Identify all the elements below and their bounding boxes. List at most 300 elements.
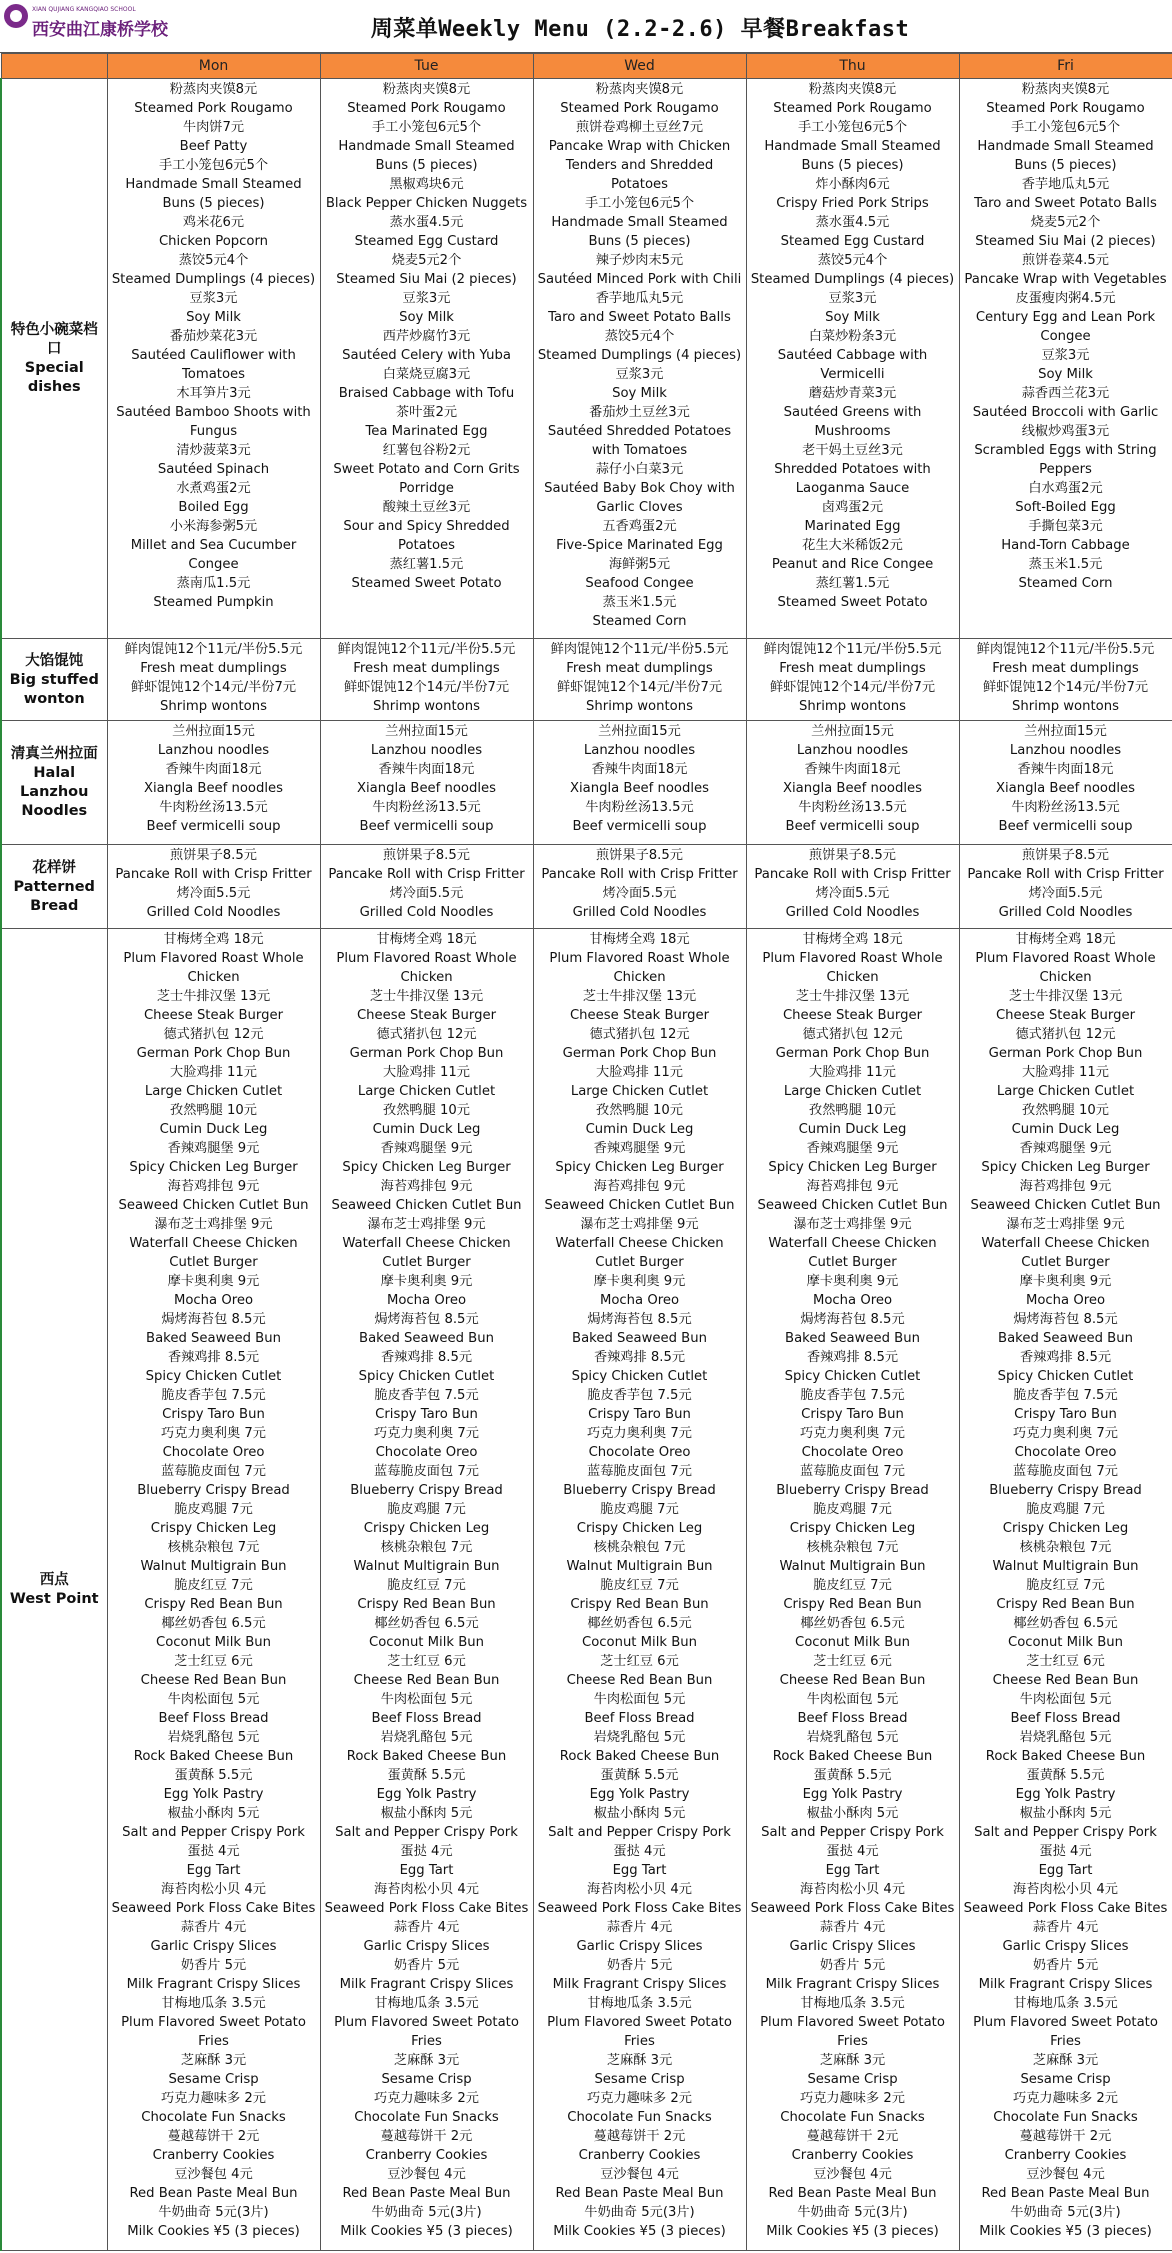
- menu-item-line: 孜然鸭腿 10元: [383, 1103, 470, 1118]
- menu-item-line: Handmade Small Steamed Buns (5 pieces): [551, 215, 728, 249]
- menu-item-line: 牛肉粉丝汤13.5元: [372, 800, 481, 815]
- menu-item-line: 辣子炒肉末5元: [595, 253, 684, 268]
- menu-item-line: 香辣牛肉面18元: [1017, 762, 1114, 777]
- menu-item-line: 蛋挞 4元: [826, 1844, 879, 1859]
- menu-item-line: Milk Cookies ¥5 (3 pieces): [127, 2224, 300, 2239]
- menu-item-line: 德式猪扒包 12元: [376, 1027, 477, 1042]
- menu-item-line: Spicy Chicken Leg Burger: [555, 1160, 724, 1175]
- menu-item-line: 烤冷面5.5元: [1028, 886, 1103, 901]
- menu-item-line: 芝麻酥 3元: [393, 2053, 460, 2068]
- menu-item-line: Garlic Crispy Slices: [363, 1939, 490, 1954]
- menu-item-line: Garlic Crispy Slices: [789, 1939, 916, 1954]
- menu-item-line: 岩烧乳酪包 5元: [593, 1730, 686, 1745]
- menu-item-line: Handmade Small Steamed Buns (5 pieces): [338, 139, 515, 173]
- menu-item-line: 牛奶曲奇 5元(3片): [158, 2205, 269, 2220]
- menu-item-line: 芝士红豆 6元: [387, 1654, 466, 1669]
- menu-item-line: Mocha Oreo: [1025, 1293, 1106, 1308]
- menu-item-line: Egg Yolk Pastry: [163, 1787, 264, 1802]
- menu-item-line: 脆皮鸡腿 7元: [174, 1502, 253, 1517]
- menu-item-line: Rock Baked Cheese Bun: [985, 1749, 1146, 1764]
- menu-item-line: 蒜香西兰花3元: [1021, 386, 1110, 401]
- corner-cell: [1, 54, 107, 79]
- menu-item-line: 豆沙餐包 4元: [813, 2167, 892, 2182]
- menu-item-line: 岩烧乳酪包 5元: [167, 1730, 260, 1745]
- menu-item-line: 椒盐小酥肉 5元: [167, 1806, 260, 1821]
- menu-item-line: 兰州拉面15元: [385, 724, 468, 739]
- menu-item-line: Black Pepper Chicken Nuggets: [325, 196, 528, 211]
- menu-cell-tue: [320, 929, 533, 2251]
- menu-cell-wed: [533, 639, 746, 721]
- menu-item-line: Beef vermicelli soup: [146, 819, 281, 834]
- menu-item-line: Beef Patty: [179, 139, 248, 154]
- menu-item-line: Egg Tart: [186, 1863, 241, 1878]
- menu-item-line: 香辣鸡排 8.5元: [167, 1350, 260, 1365]
- menu-item-line: Crispy Chicken Leg: [1002, 1521, 1129, 1536]
- menu-item-line: 白菜烧豆腐3元: [382, 367, 471, 382]
- menu-item-line: 大脸鸡排 11元: [596, 1065, 683, 1080]
- category-label-line: 特色小碗菜档口: [10, 322, 98, 357]
- menu-item-line: Spicy Chicken Leg Burger: [129, 1160, 298, 1175]
- menu-item-line: 白菜炒粉条3元: [808, 329, 897, 344]
- menu-item-line: Garlic Crispy Slices: [1002, 1939, 1129, 1954]
- menu-item-line: Waterfall Cheese Chicken Cutlet Burger: [129, 1236, 298, 1270]
- menu-item-line: Mocha Oreo: [599, 1293, 680, 1308]
- menu-item-line: Sesame Crisp: [168, 2072, 259, 2087]
- menu-item-line: Spicy Chicken Cutlet: [358, 1369, 495, 1384]
- menu-item-line: 蒸水蛋4.5元: [815, 215, 890, 230]
- menu-item-line: Grilled Cold Noodles: [998, 905, 1133, 920]
- menu-item-line: 小米海参粥5元: [169, 519, 258, 534]
- menu-item-line: 核桃杂粮包 7元: [806, 1540, 899, 1555]
- menu-item-line: Sesame Crisp: [1020, 2072, 1111, 2087]
- menu-item-line: 蛋挞 4元: [613, 1844, 666, 1859]
- menu-item-line: 焗烤海苔包 8.5元: [587, 1312, 692, 1327]
- menu-item-line: Seaweed Pork Floss Cake Bites: [324, 1901, 529, 1916]
- menu-item-line: 香辣牛肉面18元: [165, 762, 262, 777]
- menu-item-line: 焗烤海苔包 8.5元: [161, 1312, 266, 1327]
- menu-item-line: 瀑布芝士鸡排堡 9元: [580, 1217, 699, 1232]
- menu-item-line: 核桃杂粮包 7元: [380, 1540, 473, 1555]
- menu-item-line: Blueberry Crispy Bread: [137, 1483, 290, 1498]
- menu-item-line: 烤冷面5.5元: [602, 886, 677, 901]
- menu-item-line: 粉蒸肉夹馍8元: [169, 82, 258, 97]
- menu-item-line: Sautéed Cabbage with Vermicelli: [777, 348, 928, 382]
- menu-item-line: Crispy Taro Bun: [588, 1407, 691, 1422]
- menu-item-line: 脆皮鸡腿 7元: [387, 1502, 466, 1517]
- menu-item-line: Fresh meat dumplings: [779, 661, 926, 676]
- menu-item-line: 蒸南瓜1.5元: [176, 576, 251, 591]
- menu-item-line: 手撕包菜3元: [1028, 519, 1103, 534]
- menu-item-line: Beef Floss Bread: [371, 1711, 482, 1726]
- menu-item-line: Plum Flavored Roast Whole Chicken: [975, 951, 1156, 985]
- menu-item-line: Beef vermicelli soup: [998, 819, 1133, 834]
- category-label: [1, 639, 107, 721]
- menu-item-line: Crispy Taro Bun: [801, 1407, 904, 1422]
- menu-item-line: Salt and Pepper Crispy Pork: [974, 1825, 1157, 1840]
- menu-item-line: 粉蒸肉夹馍8元: [808, 82, 897, 97]
- menu-item-line: Shrimp wontons: [586, 699, 693, 714]
- menu-item-line: Steamed Egg Custard: [780, 234, 925, 249]
- menu-item-line: 椰丝奶香包 6.5元: [374, 1616, 479, 1631]
- menu-item-line: 摩卡奥利奥 9元: [593, 1274, 686, 1289]
- menu-item-line: 茶叶蛋2元: [395, 405, 458, 420]
- menu-item-line: 蒸红薯1.5元: [389, 557, 464, 572]
- menu-item-line: 酸辣土豆丝3元: [382, 500, 471, 515]
- menu-item-line: 甘梅烤全鸡 18元: [1015, 932, 1116, 947]
- menu-cell-fri: [959, 79, 1172, 639]
- menu-item-line: 奶香片 5元: [180, 1958, 247, 1973]
- school-emblem-icon: [4, 4, 28, 28]
- menu-item-line: Chocolate Oreo: [801, 1445, 904, 1460]
- menu-item-line: Cheese Red Bean Bun: [779, 1673, 926, 1688]
- menu-item-line: Hand-Torn Cabbage: [1001, 538, 1130, 553]
- menu-item-line: Seaweed Chicken Cutlet Bun: [331, 1198, 522, 1213]
- menu-item-line: 香辣鸡腿堡 9元: [1019, 1141, 1112, 1156]
- menu-item-line: Shrimp wontons: [160, 699, 267, 714]
- menu-item-line: Large Chicken Cutlet: [357, 1084, 496, 1099]
- menu-item-line: Rock Baked Cheese Bun: [772, 1749, 933, 1764]
- menu-item-line: 香辣鸡腿堡 9元: [380, 1141, 473, 1156]
- menu-item-line: Cheese Steak Burger: [782, 1008, 923, 1023]
- menu-item-line: Handmade Small Steamed Buns (5 pieces): [764, 139, 941, 173]
- menu-item-line: 牛肉粉丝汤13.5元: [585, 800, 694, 815]
- menu-item-line: Seafood Congee: [585, 576, 694, 591]
- menu-item-line: Cheese Steak Burger: [995, 1008, 1136, 1023]
- menu-item-line: Beef Floss Bread: [584, 1711, 695, 1726]
- menu-item-line: 清炒菠菜3元: [176, 443, 251, 458]
- menu-item-line: 巧克力趣味多 2元: [374, 2091, 479, 2106]
- menu-item-line: Milk Cookies ¥5 (3 pieces): [553, 2224, 726, 2239]
- menu-item-line: Cheese Red Bean Bun: [353, 1673, 500, 1688]
- menu-item-line: 椰丝奶香包 6.5元: [587, 1616, 692, 1631]
- menu-item-line: 蒸饺5元4个: [817, 253, 888, 268]
- menu-item-line: Sweet Potato and Corn Grits Porridge: [333, 462, 520, 496]
- menu-item-line: Seaweed Pork Floss Cake Bites: [111, 1901, 316, 1916]
- menu-item-line: Peanut and Rice Congee: [771, 557, 934, 572]
- menu-item-line: Coconut Milk Bun: [582, 1635, 697, 1650]
- menu-item-line: Soy Milk: [612, 386, 667, 401]
- menu-item-line: 巧克力趣味多 2元: [800, 2091, 905, 2106]
- menu-item-line: 海苔鸡排包 9元: [593, 1179, 686, 1194]
- category-label-line: Special dishes: [24, 360, 84, 395]
- menu-item-line: 鲜肉馄饨12个11元/半份5.5元: [124, 642, 303, 657]
- menu-item-line: 蔓越莓饼干 2元: [593, 2129, 686, 2144]
- menu-item-line: Baked Seaweed Bun: [785, 1331, 920, 1346]
- menu-item-line: 脆皮鸡腿 7元: [813, 1502, 892, 1517]
- menu-item-line: 海苔鸡排包 9元: [167, 1179, 260, 1194]
- menu-item-line: Crispy Red Bean Bun: [570, 1597, 709, 1612]
- menu-item-line: Egg Tart: [612, 1863, 667, 1878]
- menu-cell-fri: [959, 929, 1172, 2251]
- menu-item-line: 番茄炒菜花3元: [169, 329, 258, 344]
- menu-item-line: 蛋挞 4元: [1039, 1844, 1092, 1859]
- menu-item-line: 香辣鸡排 8.5元: [1019, 1350, 1112, 1365]
- menu-item-line: 岩烧乳酪包 5元: [380, 1730, 473, 1745]
- menu-item-line: 兰州拉面15元: [172, 724, 255, 739]
- menu-item-line: 鲜虾馄饨12个14元/半份7元: [343, 680, 510, 695]
- menu-item-line: 大脸鸡排 11元: [1022, 1065, 1109, 1080]
- menu-item-line: Chocolate Fun Snacks: [141, 2110, 286, 2125]
- menu-item-line: Chocolate Oreo: [588, 1445, 691, 1460]
- menu-item-line: Grilled Cold Noodles: [146, 905, 281, 920]
- menu-item-line: Salt and Pepper Crispy Pork: [122, 1825, 305, 1840]
- menu-item-line: Salt and Pepper Crispy Pork: [761, 1825, 944, 1840]
- menu-item-line: Beef Floss Bread: [797, 1711, 908, 1726]
- menu-item-line: Soy Milk: [1038, 367, 1093, 382]
- menu-item-line: 蒜香片 4元: [606, 1920, 673, 1935]
- menu-item-line: 芝麻酥 3元: [819, 2053, 886, 2068]
- menu-item-line: 牛肉粉丝汤13.5元: [798, 800, 907, 815]
- menu-item-line: 孜然鸭腿 10元: [170, 1103, 257, 1118]
- menu-item-line: Sour and Spicy Shredded Potatoes: [343, 519, 510, 553]
- menu-item-line: Milk Fragrant Crispy Slices: [126, 1977, 301, 1992]
- day-header-mon: Mon: [107, 54, 320, 79]
- menu-item-line: 瀑布芝士鸡排堡 9元: [1006, 1217, 1125, 1232]
- menu-row-big-stuffed-wonton: [1, 639, 1172, 721]
- menu-item-line: 核桃杂粮包 7元: [593, 1540, 686, 1555]
- menu-item-line: Steamed Pork Rougamo: [773, 101, 932, 116]
- menu-item-line: 烤冷面5.5元: [815, 886, 890, 901]
- menu-item-line: Spicy Chicken Cutlet: [784, 1369, 921, 1384]
- menu-item-line: Century Egg and Lean Pork Congee: [975, 310, 1156, 344]
- menu-item-line: Steamed Sweet Potato: [351, 576, 502, 591]
- menu-item-line: 煎饼卷菜4.5元: [1022, 253, 1109, 268]
- menu-item-line: 德式猪扒包 12元: [163, 1027, 264, 1042]
- menu-item-line: Seaweed Pork Floss Cake Bites: [963, 1901, 1168, 1916]
- menu-item-line: Scrambled Eggs with String Peppers: [974, 443, 1157, 477]
- menu-item-line: 芝士红豆 6元: [1026, 1654, 1105, 1669]
- menu-item-line: 鲜肉馄饨12个11元/半份5.5元: [976, 642, 1155, 657]
- menu-item-line: Braised Cabbage with Tofu: [338, 386, 515, 401]
- menu-cell-wed: [533, 929, 746, 2251]
- menu-item-line: Spicy Chicken Leg Burger: [981, 1160, 1150, 1175]
- menu-item-line: Plum Flavored Sweet Potato Fries: [760, 2015, 945, 2049]
- menu-item-line: Plum Flavored Roast Whole Chicken: [123, 951, 304, 985]
- menu-item-line: 香辣鸡腿堡 9元: [167, 1141, 260, 1156]
- menu-item-line: Egg Tart: [1038, 1863, 1093, 1878]
- menu-item-line: Coconut Milk Bun: [369, 1635, 484, 1650]
- menu-item-line: Beef Floss Bread: [158, 1711, 269, 1726]
- menu-item-line: Steamed Pork Rougamo: [986, 101, 1145, 116]
- menu-item-line: 蓝莓脆皮面包 7元: [800, 1464, 905, 1479]
- menu-item-line: Large Chicken Cutlet: [570, 1084, 709, 1099]
- menu-item-line: 鸡米花6元: [182, 215, 245, 230]
- menu-item-line: 大脸鸡排 11元: [809, 1065, 896, 1080]
- menu-item-line: Steamed Siu Mai (2 pieces): [336, 272, 517, 287]
- menu-item-line: Seaweed Chicken Cutlet Bun: [118, 1198, 309, 1213]
- menu-item-line: 椰丝奶香包 6.5元: [161, 1616, 266, 1631]
- menu-cell-thu: [746, 721, 959, 845]
- menu-item-line: 鲜虾馄饨12个14元/半份7元: [556, 680, 723, 695]
- menu-item-line: 蔓越莓饼干 2元: [380, 2129, 473, 2144]
- menu-item-line: 豆浆3元: [1041, 348, 1090, 363]
- menu-item-line: Sautéed Spinach: [157, 462, 270, 477]
- menu-item-line: Seaweed Chicken Cutlet Bun: [757, 1198, 948, 1213]
- menu-item-line: 手工小笼包6元5个: [584, 196, 695, 211]
- menu-item-line: Sesame Crisp: [807, 2072, 898, 2087]
- menu-item-line: 椒盐小酥肉 5元: [380, 1806, 473, 1821]
- menu-item-line: 巧克力奥利奥 7元: [800, 1426, 905, 1441]
- menu-item-line: 煎饼果子8.5元: [170, 848, 257, 863]
- menu-item-line: 蛋黄酥 5.5元: [813, 1768, 892, 1783]
- menu-item-line: 花生大米稀饭2元: [802, 538, 903, 553]
- menu-item-line: 蛋黄酥 5.5元: [174, 1768, 253, 1783]
- menu-item-line: 脆皮红豆 7元: [600, 1578, 679, 1593]
- menu-item-line: 甘梅烤全鸡 18元: [163, 932, 264, 947]
- menu-item-line: 芝士红豆 6元: [174, 1654, 253, 1669]
- menu-item-line: German Pork Chop Bun: [136, 1046, 291, 1061]
- menu-item-line: Mocha Oreo: [812, 1293, 893, 1308]
- menu-item-line: Beef Floss Bread: [1010, 1711, 1121, 1726]
- menu-item-line: Seaweed Pork Floss Cake Bites: [750, 1901, 955, 1916]
- menu-item-line: Sesame Crisp: [594, 2072, 685, 2087]
- menu-item-line: Red Bean Paste Meal Bun: [981, 2186, 1150, 2201]
- menu-item-line: Plum Flavored Sweet Potato Fries: [547, 2015, 732, 2049]
- menu-item-line: 脆皮红豆 7元: [813, 1578, 892, 1593]
- menu-item-line: Baked Seaweed Bun: [359, 1331, 494, 1346]
- menu-row-patterned-bread: [1, 845, 1172, 929]
- menu-item-line: 烧麦5元2个: [391, 253, 462, 268]
- menu-item-line: 牛奶曲奇 5元(3片): [584, 2205, 695, 2220]
- menu-item-line: Chocolate Fun Snacks: [780, 2110, 925, 2125]
- menu-item-line: 烧麦5元2个: [1030, 215, 1101, 230]
- menu-item-line: Milk Fragrant Crispy Slices: [978, 1977, 1153, 1992]
- menu-item-line: 瀑布芝士鸡排堡 9元: [367, 1217, 486, 1232]
- menu-cell-wed: [533, 79, 746, 639]
- menu-item-line: Egg Yolk Pastry: [1015, 1787, 1116, 1802]
- menu-cell-mon: [107, 639, 320, 721]
- menu-item-line: 粉蒸肉夹馍8元: [1021, 82, 1110, 97]
- menu-item-line: Steamed Dumplings (4 pieces): [111, 272, 316, 287]
- menu-item-line: Crispy Red Bean Bun: [357, 1597, 496, 1612]
- menu-item-line: 牛奶曲奇 5元(3片): [1010, 2205, 1121, 2220]
- category-label-line: 花样饼: [32, 859, 76, 876]
- menu-item-line: Pancake Roll with Crisp Fritter: [541, 867, 738, 882]
- menu-item-line: 牛肉松面包 5元: [806, 1692, 899, 1707]
- menu-item-line: Chocolate Fun Snacks: [993, 2110, 1138, 2125]
- menu-item-line: 芝士牛排汉堡 13元: [582, 989, 697, 1004]
- menu-item-line: 蒸饺5元4个: [604, 329, 675, 344]
- menu-item-line: Handmade Small Steamed Buns (5 pieces): [125, 177, 302, 211]
- menu-item-line: 豆沙餐包 4元: [174, 2167, 253, 2182]
- menu-item-line: Cheese Steak Burger: [569, 1008, 710, 1023]
- menu-item-line: Egg Tart: [825, 1863, 880, 1878]
- menu-body: [1, 79, 1172, 2251]
- menu-item-line: Soy Milk: [825, 310, 880, 325]
- category-label: [1, 929, 107, 2251]
- menu-item-line: 瀑布芝士鸡排堡 9元: [154, 1217, 273, 1232]
- menu-item-line: 香辣鸡排 8.5元: [593, 1350, 686, 1365]
- menu-item-line: 香辣牛肉面18元: [378, 762, 475, 777]
- menu-item-line: 兰州拉面15元: [598, 724, 681, 739]
- menu-item-line: 鲜虾馄饨12个14元/半份7元: [130, 680, 297, 695]
- page-title: 周菜单Weekly Menu (2.2-2.6) 早餐Breakfast: [370, 17, 910, 42]
- menu-item-line: 海鲜粥5元: [608, 557, 671, 572]
- menu-item-line: Pancake Roll with Crisp Fritter: [967, 867, 1164, 882]
- menu-item-line: 奶香片 5元: [606, 1958, 673, 1973]
- menu-item-line: Seaweed Pork Floss Cake Bites: [537, 1901, 742, 1916]
- menu-item-line: Sautéed Minced Pork with Chili: [537, 272, 742, 287]
- menu-item-line: Sautéed Greens with Mushrooms: [783, 405, 922, 439]
- menu-item-line: Taro and Sweet Potato Balls: [548, 310, 731, 325]
- menu-item-line: 巧克力趣味多 2元: [1013, 2091, 1118, 2106]
- menu-item-line: Cheese Red Bean Bun: [140, 1673, 287, 1688]
- category-label-line: Big stuffed wonton: [9, 671, 99, 707]
- menu-item-line: Cheese Steak Burger: [356, 1008, 497, 1023]
- school-name-cn: 西安曲江康桥学校: [32, 20, 168, 40]
- menu-item-line: 牛肉粉丝汤13.5元: [1011, 800, 1120, 815]
- menu-item-line: Sautéed Broccoli with Garlic: [972, 405, 1159, 420]
- menu-item-line: Sesame Crisp: [381, 2072, 472, 2087]
- day-header-tue: Tue: [320, 54, 533, 79]
- menu-item-line: 煎饼卷鸡柳土豆丝7元: [575, 120, 704, 135]
- menu-item-line: 大脸鸡排 11元: [170, 1065, 257, 1080]
- menu-item-line: 芝麻酥 3元: [180, 2053, 247, 2068]
- menu-item-line: Blueberry Crispy Bread: [989, 1483, 1142, 1498]
- menu-item-line: Milk Fragrant Crispy Slices: [552, 1977, 727, 1992]
- menu-item-line: 孜然鸭腿 10元: [809, 1103, 896, 1118]
- menu-item-line: 牛奶曲奇 5元(3片): [797, 2205, 908, 2220]
- menu-item-line: 煎饼果子8.5元: [809, 848, 896, 863]
- menu-item-line: Coconut Milk Bun: [1008, 1635, 1123, 1650]
- menu-item-line: 香辣鸡排 8.5元: [806, 1350, 899, 1365]
- menu-item-line: 老干妈土豆丝3元: [802, 443, 903, 458]
- category-label-line: 西点: [39, 1572, 69, 1588]
- menu-item-line: 甘梅烤全鸡 18元: [589, 932, 690, 947]
- category-label-line: 大馅馄饨: [25, 652, 84, 669]
- menu-item-line: Crispy Red Bean Bun: [996, 1597, 1135, 1612]
- menu-cell-fri: [959, 639, 1172, 721]
- menu-item-line: Boiled Egg: [178, 500, 249, 515]
- menu-item-line: Red Bean Paste Meal Bun: [342, 2186, 511, 2201]
- menu-item-line: 香芋地瓜丸5元: [1021, 177, 1110, 192]
- menu-item-line: 芝士牛排汉堡 13元: [1008, 989, 1123, 1004]
- menu-item-line: 巧克力奥利奥 7元: [1013, 1426, 1118, 1441]
- menu-item-line: Blueberry Crispy Bread: [563, 1483, 716, 1498]
- menu-item-line: Large Chicken Cutlet: [144, 1084, 283, 1099]
- menu-item-line: 脆皮红豆 7元: [174, 1578, 253, 1593]
- menu-item-line: Sautéed Cauliflower with Tomatoes: [131, 348, 296, 382]
- menu-item-line: Steamed Egg Custard: [354, 234, 499, 249]
- menu-item-line: 粉蒸肉夹馍8元: [595, 82, 684, 97]
- menu-item-line: Milk Cookies ¥5 (3 pieces): [340, 2224, 513, 2239]
- menu-item-line: Grilled Cold Noodles: [359, 905, 494, 920]
- menu-item-line: 芝麻酥 3元: [606, 2053, 673, 2068]
- menu-item-line: Xiangla Beef noodles: [995, 781, 1136, 796]
- menu-item-line: Salt and Pepper Crispy Pork: [548, 1825, 731, 1840]
- menu-item-line: 香辣牛肉面18元: [804, 762, 901, 777]
- menu-item-line: Xiangla Beef noodles: [356, 781, 497, 796]
- menu-item-line: Chocolate Fun Snacks: [354, 2110, 499, 2125]
- menu-item-line: Mocha Oreo: [386, 1293, 467, 1308]
- menu-item-line: 蒸饺5元4个: [178, 253, 249, 268]
- menu-item-line: Shredded Potatoes with Laoganma Sauce: [774, 462, 931, 496]
- menu-item-line: 摩卡奥利奥 9元: [167, 1274, 260, 1289]
- menu-item-line: 巧克力奥利奥 7元: [587, 1426, 692, 1441]
- menu-item-line: 手工小笼包6元5个: [797, 120, 908, 135]
- menu-item-line: 巧克力趣味多 2元: [161, 2091, 266, 2106]
- menu-item-line: Crispy Fried Pork Strips: [776, 196, 929, 211]
- menu-item-line: Steamed Dumplings (4 pieces): [750, 272, 955, 287]
- menu-item-line: Fresh meat dumplings: [140, 661, 287, 676]
- menu-item-line: Steamed Pork Rougamo: [134, 101, 293, 116]
- menu-item-line: 孜然鸭腿 10元: [596, 1103, 683, 1118]
- menu-item-line: 芝士红豆 6元: [813, 1654, 892, 1669]
- menu-cell-tue: [320, 845, 533, 929]
- menu-item-line: Walnut Multigrain Bun: [779, 1559, 926, 1574]
- menu-item-line: 蛋挞 4元: [187, 1844, 240, 1859]
- menu-item-line: 椒盐小酥肉 5元: [1019, 1806, 1112, 1821]
